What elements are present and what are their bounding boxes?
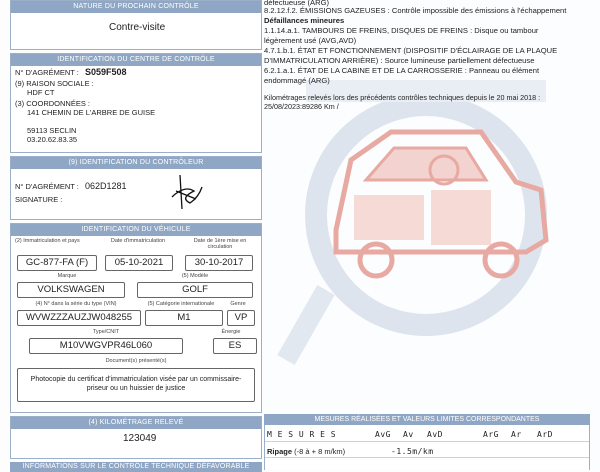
vehicule-header: IDENTIFICATION DU VÉHICULE [11, 224, 261, 236]
defect-line-4a: 4.7.1.b.1. ÉTAT ET FONCTIONNEMENT (DISPOSITIF D'ÉCLAIRAGE DE LA PLAQUE [264, 46, 558, 55]
immat-label: (2) Immatriculation et pays [15, 238, 80, 244]
ripage-label: Ripage (-8 à + 8 m/km) [267, 447, 346, 456]
controleur-header: (9) IDENTIFICATION DU CONTRÔLEUR [11, 157, 261, 169]
date-immat-value: 05-10-2021 [105, 255, 173, 271]
centre-header: IDENTIFICATION DU CENTRE DE CONTRÔLE [11, 54, 261, 66]
vehicule-panel [10, 223, 262, 413]
controleur-signature-label: SIGNATURE : [15, 195, 63, 204]
defect-line-5b: endommagé (ARG) [264, 76, 330, 85]
modele-label: (5) Modèle [181, 273, 209, 279]
vin-label: (4) N° dans la série du type (VIN) [35, 301, 117, 307]
centre-coord-label: (3) COORDONNÉES : [15, 99, 91, 108]
defect-line-4b: D'IMMATRICULATION ARRIÈRE) : Source lumineuse partiellement défectueuse [264, 56, 535, 65]
kilometrage-panel [10, 416, 262, 459]
defect-category-mineures: Défaillances mineures [264, 16, 345, 25]
centre-agrement-value: S059F508 [84, 67, 127, 77]
defect-line-1: 8.2.12.f.2. ÉMISSIONS GAZEUSES : Contrôle impossible des émissions à l'échappement [264, 6, 567, 15]
centre-panel [10, 53, 262, 153]
vin-value: WVWZZZAUZJW048255 [17, 310, 141, 326]
ripage-value: -1.5m/km [391, 447, 434, 456]
controleur-agrement-value: 062D1281 [84, 181, 127, 191]
type-label: Type/CNIT [92, 329, 120, 335]
modele-value: GOLF [137, 282, 253, 298]
defect-line-0: défectueuse (ARG) [264, 0, 329, 7]
immat-value: GC-877-FA (F) [17, 255, 97, 271]
next-control-header: NATURE DU PROCHAIN CONTRÔLE [11, 1, 261, 13]
km-history-label: Kilométrages relevés lors des précédents contrôles techniques depuis le 20 mai 2018 : [264, 93, 541, 102]
docs-value: Photocopie du certificat d'immatriculation visée par un commissaire-priseur ou un huissier de justice [17, 368, 255, 402]
energie-value: ES [213, 338, 257, 354]
next-control-panel [10, 0, 262, 50]
categorie-label: (5) Catégorie internationale [147, 301, 215, 307]
bottom-info-panel [10, 462, 262, 472]
kilometrage-header: (4) KILOMÉTRAGE RELEVÉ [11, 417, 261, 429]
centre-phone: 03.20.62.83.35 [27, 135, 78, 144]
controleur-panel [10, 156, 262, 220]
mesures-table [264, 425, 590, 470]
marque-value: VOLKSWAGEN [17, 282, 125, 298]
categorie-value: M1 [145, 310, 223, 326]
type-value: M10VWGVPR46L060 [29, 338, 183, 354]
col-av: Av [403, 430, 414, 439]
centre-address: 141 CHEMIN DE L'ARBRE DE GUISE [27, 108, 156, 117]
bottom-info-header: INFORMATIONS SUR LE CONTRÔLE TECHNIQUE DÉFAVORABLE [10, 462, 262, 472]
defect-line-5a: 6.2.1.a.1. ÉTAT DE LA CABINE ET DE LA CARROSSERIE : Panneau ou élément [264, 66, 540, 75]
next-control-value: Contre-visite [109, 22, 166, 33]
docs-label: Document(s) présenté(s) [105, 358, 167, 364]
kilometrage-value: 123049 [123, 433, 157, 444]
defect-line-3b: légèrement usé (AVG,AVD) [264, 36, 357, 45]
date-first-label: Date de 1ère mise en circulation [193, 238, 247, 250]
centre-raison-value: HDF CT [27, 88, 55, 97]
col-avg: AvG [375, 430, 391, 439]
controleur-agrement-label: N° D'AGRÉMENT : [15, 182, 79, 191]
genre-value: VP [227, 310, 255, 326]
km-history-value: 25/08/2023:89286 Km / [264, 102, 339, 111]
genre-label: Genre [230, 301, 246, 307]
mesures-title: M E S U R E S [267, 430, 337, 439]
signature-scribble-icon [166, 169, 206, 215]
col-arg: ArG [483, 430, 499, 439]
centre-agrement-label: N° D'AGRÉMENT : [15, 68, 79, 77]
centre-raison-label: (9) RAISON SOCIALE : [15, 79, 94, 88]
date-immat-label: Date d'immatriculation [110, 238, 166, 244]
marque-label: Marque [57, 273, 77, 279]
mesures-header: MESURES RÉALISÉES ET VALEURS LIMITES CORRESPONDANTES [264, 414, 590, 425]
date-first-value: 30-10-2017 [185, 255, 253, 271]
centre-city: 59113 SECLIN [27, 126, 77, 135]
col-avd: AvD [427, 430, 443, 439]
car-watermark-icon [266, 70, 596, 380]
energie-label: Énergie [221, 329, 241, 335]
col-ar: Ar [511, 430, 522, 439]
col-ard: ArD [537, 430, 553, 439]
defect-line-3a: 1.1.14.a.1. TAMBOURS DE FREINS, DISQUES DE FREINS : Disque ou tambour [264, 26, 539, 35]
